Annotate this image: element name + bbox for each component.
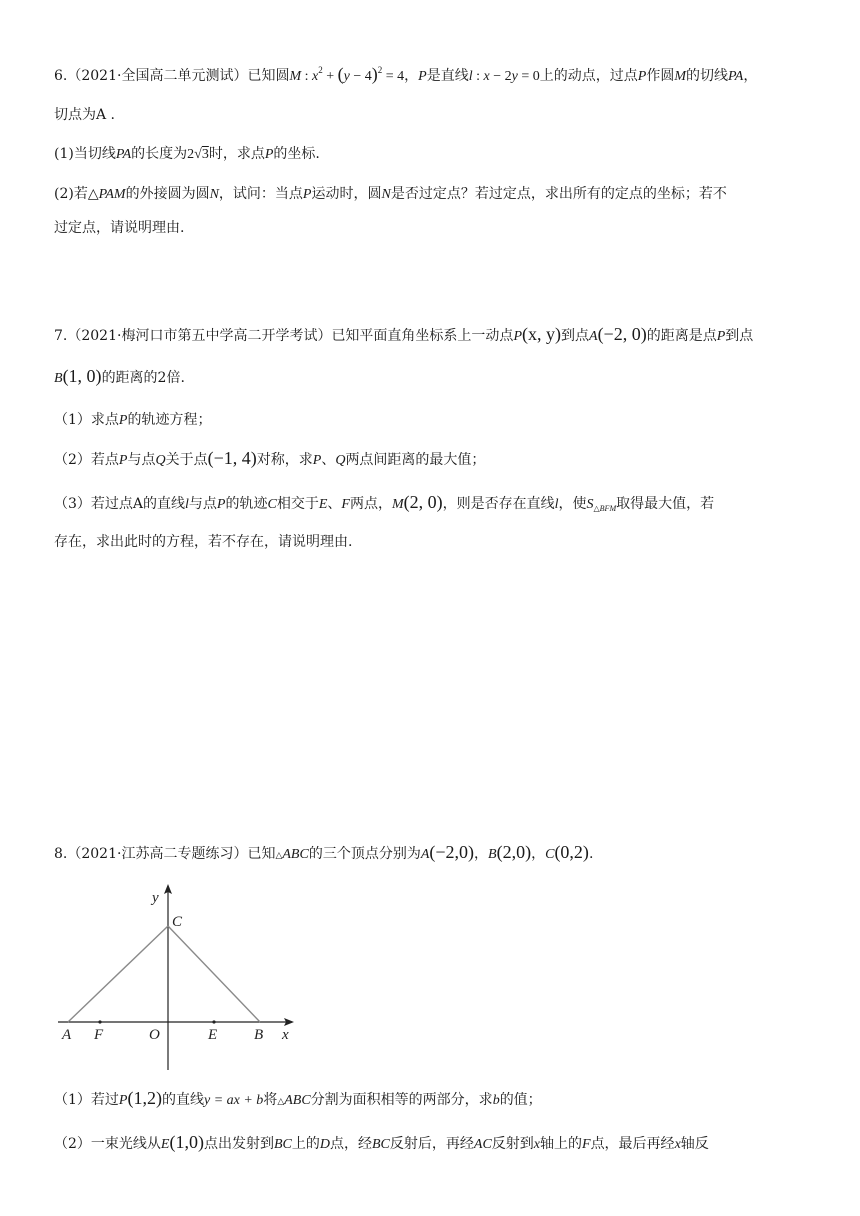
q7-sub-3-line2: 存在，求出此时的方程，若不存在，请说明理由.: [54, 534, 353, 550]
q7-text: （1）求点: [54, 412, 119, 428]
math-AC: AC: [473, 1137, 492, 1152]
label-O: O: [149, 1027, 160, 1043]
q8-sub-1: [54, 1088, 542, 1111]
math-N: N: [381, 187, 391, 202]
math-minus4: − 4: [349, 69, 372, 84]
q6-text: 已知圆: [247, 68, 290, 84]
q6-source: （2021·全国高二单元测试）: [67, 68, 248, 84]
math-coord: (2, 0): [403, 492, 443, 512]
math-subscript: △BFM: [593, 504, 617, 513]
triangle-figure: [54, 880, 304, 1075]
math-F: F: [341, 497, 350, 512]
math-x: x: [312, 69, 319, 84]
q8-text: 将: [263, 1092, 278, 1108]
math-l: l: [468, 69, 473, 84]
q8-line-1: [54, 842, 593, 865]
q7-text: 相交于: [276, 496, 319, 512]
math-coord: (−1, 4): [207, 448, 257, 468]
math-P: P: [118, 453, 128, 468]
side-AC: [68, 926, 168, 1022]
math-PAM: PAM: [98, 187, 126, 202]
q7-text: 的距离的2倍.: [101, 370, 185, 386]
math-l: l: [185, 497, 189, 512]
q8-text: 已知: [247, 846, 276, 862]
q7-text: （2）若点: [54, 452, 119, 468]
math-P: P: [264, 147, 274, 162]
q7-line-2: [54, 366, 185, 389]
q6-line-1: [54, 64, 757, 87]
math-coord: (1, 0): [62, 366, 102, 386]
math-colon: :: [472, 69, 484, 84]
q7-text: 的轨迹方程；: [127, 412, 212, 428]
math-P: P: [302, 187, 312, 202]
math-Q: Q: [155, 453, 166, 468]
q6-text: 运动时，圆: [311, 186, 382, 202]
math-P: P: [312, 453, 322, 468]
math-3: 3: [201, 147, 209, 162]
math-triangle: △: [275, 850, 283, 860]
math-exp: 2: [377, 65, 383, 75]
q8-text: 的值；: [499, 1092, 542, 1108]
point-F: [98, 1020, 101, 1023]
label-B: B: [254, 1027, 264, 1043]
math-P: P: [513, 329, 522, 344]
q6-sub-2: [54, 184, 727, 205]
label-F: F: [94, 1027, 104, 1043]
math-coord: (−2,0): [429, 842, 475, 862]
q8-sub-2: [54, 1132, 709, 1155]
q7-text: （3）若过点A的直线: [54, 496, 186, 512]
math-coord: (−2, 0): [597, 324, 647, 344]
q7-text: 取得最大值，若: [616, 496, 715, 512]
q7-text: 两点，: [349, 496, 392, 512]
math-plus: +: [322, 69, 338, 84]
math-M: M: [674, 69, 686, 84]
math-b: b: [492, 1093, 500, 1108]
math-P: P: [118, 1093, 128, 1108]
math-coord: (0,2): [554, 842, 589, 862]
math-BC: BC: [273, 1137, 292, 1152]
q7-text: 关于点: [165, 452, 208, 468]
q7-text: 对称，求: [256, 452, 313, 468]
math-triangle: △: [277, 1096, 285, 1106]
q8-text: 分割为面积相等的两部分，求: [310, 1092, 493, 1108]
math-N: N: [209, 187, 219, 202]
math-B: B: [488, 847, 497, 862]
math-E: E: [160, 1137, 170, 1152]
math-P: P: [418, 69, 427, 84]
math-D: D: [319, 1137, 330, 1152]
math-coord: (x, y): [522, 324, 561, 344]
math-paren: (: [337, 64, 344, 84]
math-paren: ): [371, 64, 378, 84]
label-A: A: [62, 1027, 72, 1043]
q8-text: 点，最后再经: [590, 1136, 675, 1152]
math-Q: Q: [335, 453, 346, 468]
q8-text: .: [588, 846, 594, 862]
math-ABC: ABC: [284, 1093, 311, 1108]
q6-sub-2-line2: 过定点，请说明理由.: [54, 220, 185, 236]
q6-text: ，: [743, 68, 758, 84]
math-equation: y = ax + b: [203, 1093, 264, 1108]
math-eq0: = 0: [517, 69, 540, 84]
q8-text: ，: [474, 846, 489, 862]
math-A: A: [589, 329, 598, 344]
q6-text: 是否过定点？若过定点，求出所有的定点的坐标；若不: [390, 186, 727, 202]
q6-sub-1: [54, 144, 320, 165]
math-coord: (1,0): [169, 1132, 204, 1152]
q7-sub-3: [54, 492, 714, 515]
math-M: M: [289, 69, 302, 84]
q7-source: （2021·梅河口市第五中学高二开学考试）: [67, 328, 332, 344]
q6-text: 的坐标.: [273, 146, 320, 162]
q8-text: 轴反: [680, 1136, 709, 1152]
q6-text: ，试问：当点: [218, 186, 303, 202]
math-C: C: [267, 497, 277, 512]
math-coord: (1,2): [127, 1088, 162, 1108]
math-exp: 2: [318, 65, 323, 75]
q6-text: 的长度为: [131, 146, 188, 162]
q7-number: 7.: [54, 328, 68, 344]
q6-text: (2)若△: [54, 186, 99, 202]
math-P: P: [716, 329, 726, 344]
math-x: x: [483, 69, 490, 84]
q8-text: 点出发射到: [203, 1136, 274, 1152]
label-y: y: [152, 890, 159, 906]
math-M: M: [391, 497, 404, 512]
math-A: A: [420, 847, 430, 862]
q8-text: 的直线: [161, 1092, 204, 1108]
math-y: y: [343, 69, 350, 84]
math-ABC: ABC: [282, 847, 309, 862]
math-minus2: − 2: [489, 69, 512, 84]
q7-text: 到点: [561, 328, 589, 344]
q7-text: 与点: [127, 452, 156, 468]
q6-text: 是直线: [426, 68, 469, 84]
q7-text: 的轨迹: [225, 496, 268, 512]
q8-source: （2021·江苏高二专题练习）: [67, 846, 248, 862]
q7-text: 、: [327, 496, 342, 512]
math-PA: PA: [728, 69, 744, 84]
math-B: B: [54, 371, 63, 386]
q8-text: 反射后，再经: [389, 1136, 474, 1152]
q8-text: 点，经: [330, 1136, 372, 1152]
q6-text: 的切线: [686, 68, 728, 84]
q7-text: 、: [321, 452, 336, 468]
q8-text: 轴上的: [540, 1136, 582, 1152]
q7-text: 的距离是点: [646, 328, 717, 344]
side-BC: [168, 926, 260, 1022]
q8-text: 的三个顶点分别为: [308, 846, 421, 862]
math-E: E: [318, 497, 328, 512]
math-F: F: [582, 1137, 591, 1152]
sqrt-sign: √: [194, 147, 202, 162]
q7-text: ，则是否存在直线: [442, 496, 555, 512]
math-x: x: [674, 1137, 681, 1152]
math-S: S: [586, 497, 594, 512]
q7-text: 已知平面直角坐标系上一动点: [331, 328, 514, 344]
q8-text: 上的: [291, 1136, 320, 1152]
q8-number: 8.: [54, 846, 68, 862]
q6-line-2: 切点为A .: [54, 107, 116, 123]
q6-text: 上的动点，过点: [539, 68, 638, 84]
q6-number: 6.: [54, 68, 68, 84]
math-l: l: [554, 497, 559, 512]
q8-text: 反射到: [491, 1136, 534, 1152]
math-x: x: [533, 1137, 540, 1152]
q6-text: ，: [404, 68, 419, 84]
math-y: y: [511, 69, 518, 84]
math-P: P: [637, 69, 647, 84]
math-eq: = 4: [382, 69, 405, 84]
math-P: P: [216, 497, 226, 512]
q6-text: 的外接圆为圆: [125, 186, 210, 202]
q7-text: 两点间距离的最大值；: [345, 452, 486, 468]
q7-sub-2: [54, 448, 485, 471]
q7-text: ，使: [558, 496, 587, 512]
math-coord: (2,0): [496, 842, 532, 862]
math-colon: :: [301, 69, 313, 84]
point-E: [212, 1020, 215, 1023]
q7-sub-1: [54, 410, 211, 431]
q8-text: ，: [531, 846, 546, 862]
q7-text: 到点: [725, 328, 754, 344]
q7-text: 与点: [188, 496, 217, 512]
math-P: P: [118, 413, 128, 428]
q7-line-1: [54, 324, 753, 347]
label-E: E: [208, 1027, 218, 1043]
q6-text: 时，求点: [208, 146, 265, 162]
math-C: C: [545, 847, 555, 862]
math-2: 2: [187, 147, 195, 162]
label-C: C: [172, 914, 183, 930]
q6-text: 作圆: [646, 68, 675, 84]
math-BC: BC: [372, 1137, 390, 1152]
math-PA: PA: [115, 147, 132, 162]
label-x: x: [282, 1027, 289, 1043]
q8-text: （1）若过: [54, 1092, 119, 1108]
q6-text: (1)当切线: [54, 146, 116, 162]
q8-text: （2）一束光线从: [54, 1136, 161, 1152]
